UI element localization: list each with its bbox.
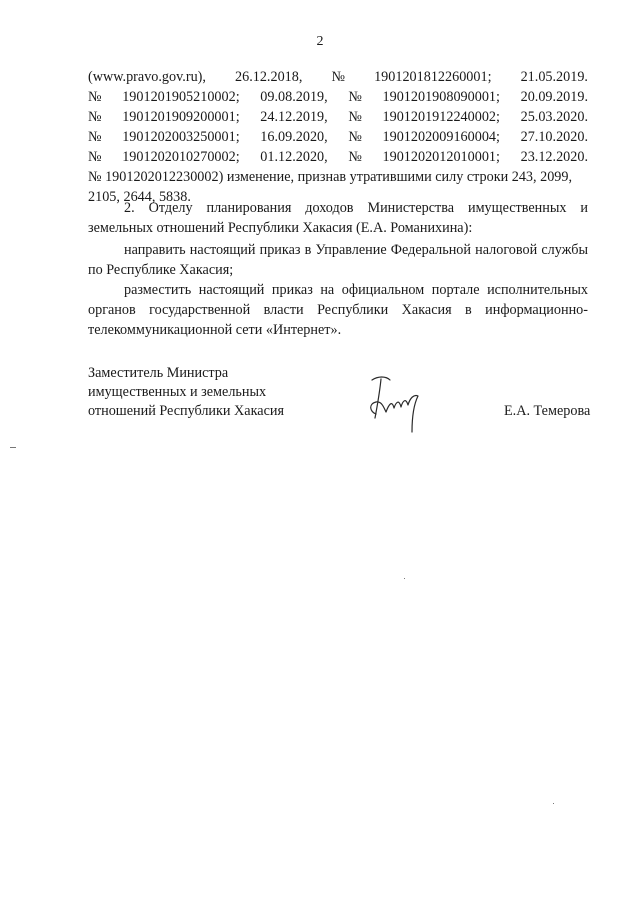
reference-cell: 1901202003250001; bbox=[122, 129, 240, 145]
signatory-title-line: отношений Республики Хакасия bbox=[88, 403, 284, 419]
reference-cell: 1901201912240002; bbox=[382, 109, 500, 125]
reference-cell: 01.12.2020, bbox=[260, 149, 328, 165]
reference-cell: 21.05.2019. bbox=[520, 69, 588, 85]
reference-cell: 23.12.2020. bbox=[520, 149, 588, 165]
item-2-action-2: разместить настоящий приказ на официальном портале исполнительных органов государственной власти Республики Хакасия в информационно-телекоммуникационной сети «Интернет». bbox=[88, 282, 588, 338]
reference-cell: № bbox=[88, 129, 102, 145]
reference-cell: 27.10.2020. bbox=[520, 129, 588, 145]
text-line: № 1901202012230002) изменение, признав утратившими силу строки 243, 2099, bbox=[88, 169, 573, 185]
reference-cell: № bbox=[348, 149, 362, 165]
handwritten-signature bbox=[364, 374, 434, 436]
reference-cell: № bbox=[88, 149, 102, 165]
reference-row bbox=[88, 107, 588, 127]
reference-cell: (www.pravo.gov.ru), bbox=[88, 69, 206, 85]
reference-cell: № bbox=[348, 109, 362, 125]
reference-row bbox=[88, 67, 588, 87]
reference-cell: № bbox=[331, 69, 345, 85]
item-2-heading: 2. Отделу планирования доходов Министерства имущественных и земельных отношений Республики Хакасия (Е.А. Романихина): bbox=[88, 200, 588, 236]
reference-cell: 1901201908090001; bbox=[382, 89, 500, 105]
reference-cell: 1901202012010001; bbox=[382, 149, 500, 165]
reference-cell: № bbox=[88, 109, 102, 125]
signatory-title-line: имущественных и земельных bbox=[88, 384, 267, 400]
reference-cell: 09.08.2019, bbox=[260, 89, 328, 105]
scan-speck bbox=[10, 447, 16, 448]
reference-cell: 1901201905210002; bbox=[122, 89, 240, 105]
reference-cell: 1901201909200001; bbox=[122, 109, 240, 125]
reference-cell: № bbox=[348, 129, 362, 145]
reference-row bbox=[88, 127, 588, 147]
reference-cell: 26.12.2018, bbox=[235, 69, 303, 85]
reference-cell: 20.09.2019. bbox=[520, 89, 588, 105]
scan-speck bbox=[553, 803, 554, 804]
reference-cell: 1901201812260001; bbox=[374, 69, 492, 85]
reference-list bbox=[88, 67, 588, 207]
signatory-title bbox=[88, 364, 284, 421]
signatory-title-line: Заместитель Министра bbox=[88, 365, 229, 381]
signatory-name: Е.А. Темерова bbox=[504, 403, 591, 419]
reference-cell: 1901202009160004; bbox=[382, 129, 500, 145]
reference-cell: 25.03.2020. bbox=[520, 109, 588, 125]
text-line: 2105, 2644, 5838. bbox=[88, 189, 191, 205]
reference-cell: 16.09.2020, bbox=[260, 129, 328, 145]
reference-cell: 1901202010270002; bbox=[122, 149, 240, 165]
scan-speck bbox=[404, 578, 405, 579]
reference-row bbox=[88, 87, 588, 107]
reference-cell: 24.12.2019, bbox=[260, 109, 328, 125]
reference-row bbox=[88, 147, 588, 167]
reference-cell: № bbox=[88, 89, 102, 105]
item-2-action-1: направить настоящий приказ в Управление Федеральной налоговой службы по Республике Хакасия; bbox=[88, 242, 588, 278]
page-number: 2 bbox=[316, 34, 324, 49]
reference-cell: № bbox=[348, 89, 362, 105]
